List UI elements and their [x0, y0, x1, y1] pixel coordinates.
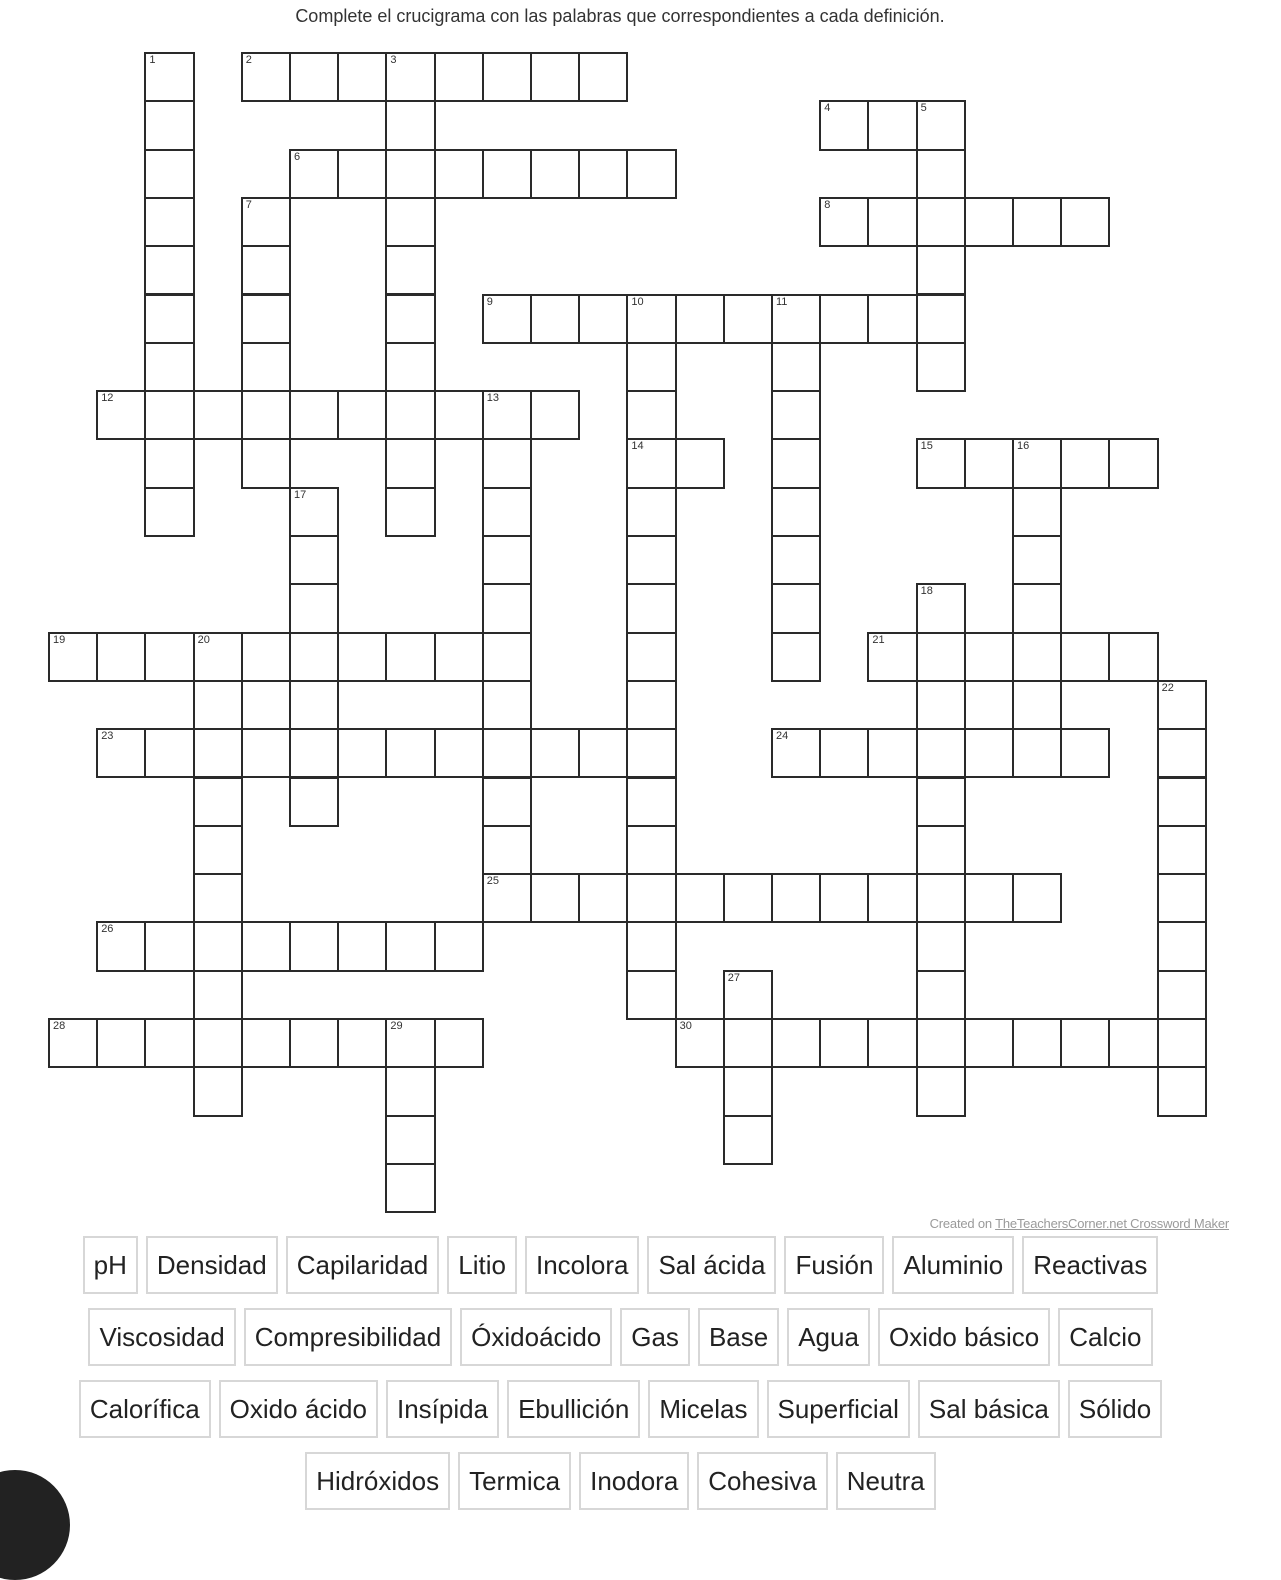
crossword-cell[interactable] [530, 873, 580, 923]
crossword-cell[interactable] [482, 583, 532, 633]
crossword-cell[interactable] [241, 921, 291, 971]
crossword-cell[interactable] [241, 390, 291, 440]
crossword-cell[interactable] [434, 390, 484, 440]
crossword-cell[interactable] [1012, 197, 1062, 247]
crossword-cell[interactable] [385, 921, 435, 971]
clue-number: 26 [101, 923, 114, 936]
crossword-cell[interactable] [434, 149, 484, 199]
crossword-cell[interactable] [675, 294, 725, 344]
word-bank-item[interactable]: Reactivas [1022, 1236, 1158, 1294]
clue-number: 25 [486, 875, 500, 888]
crossword-cell[interactable] [193, 680, 243, 730]
crossword-cell[interactable] [482, 294, 532, 344]
clue-number: 20 [197, 633, 210, 646]
word-bank-item[interactable]: pH [83, 1236, 138, 1294]
crossword-cell[interactable] [385, 632, 435, 682]
crossword-cell[interactable] [1012, 728, 1062, 778]
crossword-cell[interactable] [193, 777, 243, 827]
crossword-cell[interactable] [626, 632, 676, 682]
crossword-cell[interactable] [964, 632, 1014, 682]
crossword-cell[interactable] [964, 873, 1014, 923]
word-bank-item[interactable]: Litio [447, 1236, 517, 1294]
crossword-cell[interactable] [1157, 1066, 1207, 1116]
word-bank-item[interactable]: Calcio [1058, 1308, 1152, 1366]
clue-number: 19 [53, 633, 66, 646]
crossword-cell[interactable] [819, 1018, 869, 1068]
crossword-cell[interactable] [723, 1066, 773, 1116]
crossword-cell[interactable] [867, 100, 917, 150]
word-bank-item[interactable]: Insípida [386, 1380, 499, 1438]
crossword-cell[interactable] [578, 728, 628, 778]
crossword-cell[interactable] [916, 583, 966, 633]
crossword-cell[interactable] [771, 438, 821, 488]
crossword-cell[interactable] [578, 294, 628, 344]
word-bank [0, 1236, 1281, 1524]
clue-number: 13 [486, 392, 500, 405]
crossword-cell[interactable] [771, 342, 821, 392]
crossword-cell[interactable] [916, 342, 966, 392]
crossword-cell[interactable] [144, 390, 194, 440]
crossword-cell[interactable] [385, 100, 435, 150]
crossword-cell[interactable] [1157, 1018, 1207, 1068]
crossword-cell[interactable] [434, 1018, 484, 1068]
crossword-cell[interactable] [241, 294, 291, 344]
crossword-cell[interactable] [241, 632, 291, 682]
crossword-cell[interactable] [1012, 487, 1062, 537]
crossword-cell[interactable] [964, 438, 1014, 488]
crossword-cell[interactable] [723, 873, 773, 923]
crossword-cell[interactable] [144, 342, 194, 392]
clue-number: 21 [872, 633, 885, 646]
crossword-cell[interactable] [193, 921, 243, 971]
crossword-cell[interactable] [385, 1115, 435, 1165]
crossword-cell[interactable] [482, 825, 532, 875]
crossword-cell[interactable] [771, 728, 821, 778]
crossword-cell[interactable] [771, 390, 821, 440]
crossword-cell[interactable] [1060, 197, 1110, 247]
crossword-cell[interactable] [675, 873, 725, 923]
crossword-cell[interactable] [289, 921, 339, 971]
word-bank-item[interactable]: Termica [458, 1452, 571, 1510]
crossword-cell[interactable] [771, 535, 821, 585]
crossword-cell[interactable] [144, 921, 194, 971]
crossword-cell[interactable] [1012, 583, 1062, 633]
clue-number: 5 [920, 102, 927, 115]
crossword-cell[interactable] [193, 825, 243, 875]
crossword-cell[interactable] [916, 921, 966, 971]
clue-number: 1 [149, 54, 156, 66]
crossword-cell[interactable] [916, 825, 966, 875]
crossword-cell[interactable] [626, 535, 676, 585]
crossword-cell[interactable] [337, 728, 387, 778]
word-bank-item[interactable]: Oxido básico [878, 1308, 1050, 1366]
crossword-cell[interactable] [530, 390, 580, 440]
clue-number: 22 [1161, 681, 1174, 694]
clue-number: 10 [631, 295, 644, 308]
crossword-cell[interactable] [434, 921, 484, 971]
crossword-cell[interactable] [482, 632, 532, 682]
crossword-cell[interactable] [916, 149, 966, 199]
crossword-cell[interactable] [289, 390, 339, 440]
crossword-cell[interactable] [1060, 632, 1110, 682]
crossword-cell[interactable] [144, 294, 194, 344]
crossword-cell[interactable] [241, 197, 291, 247]
crossword-cell[interactable] [241, 1018, 291, 1068]
word-bank-item[interactable]: Densidad [146, 1236, 278, 1294]
crossword-cell[interactable] [337, 632, 387, 682]
crossword-cell[interactable] [193, 1066, 243, 1116]
crossword-cell[interactable] [289, 535, 339, 585]
crossword-cell[interactable] [193, 873, 243, 923]
clue-number: 23 [101, 730, 114, 743]
crossword-cell[interactable] [482, 438, 532, 488]
crossword-cell[interactable] [867, 197, 917, 247]
word-bank-item[interactable]: Micelas [648, 1380, 758, 1438]
word-bank-row [0, 1452, 1281, 1510]
crossword-cell[interactable] [385, 728, 435, 778]
crossword-cell[interactable] [144, 1018, 194, 1068]
crossword-cell[interactable] [916, 1018, 966, 1068]
credit-prefix: Created on [929, 1216, 996, 1231]
page-title: Complete el crucigrama con las palabras que correspondientes a cada definición. [295, 6, 945, 26]
crossword-cell[interactable] [385, 149, 435, 199]
crossword-cell[interactable] [144, 438, 194, 488]
crossword-cell[interactable] [482, 777, 532, 827]
word-bank-item[interactable]: Fusión [784, 1236, 884, 1294]
crossword-cell[interactable] [771, 1018, 821, 1068]
crossword-cell[interactable] [482, 873, 532, 923]
crossword-cell[interactable] [626, 825, 676, 875]
clue-number: 6 [294, 150, 301, 163]
clue-number: 8 [824, 198, 831, 211]
crossword-cell[interactable] [385, 487, 435, 537]
crossword-cell[interactable] [916, 197, 966, 247]
word-bank-item[interactable]: Hidróxidos [305, 1452, 450, 1510]
crossword-cell[interactable] [144, 245, 194, 295]
crossword-cell[interactable] [867, 294, 917, 344]
word-bank-item[interactable]: Capilaridad [286, 1236, 440, 1294]
crossword-cell[interactable] [1060, 438, 1110, 488]
crossword-cell[interactable] [96, 632, 146, 682]
word-bank-item[interactable]: Viscosidad [88, 1308, 235, 1366]
word-bank-item[interactable]: Cohesiva [697, 1452, 827, 1510]
crossword-cell[interactable] [193, 390, 243, 440]
clue-number: 15 [920, 440, 933, 453]
crossword-cell[interactable] [1108, 632, 1158, 682]
crossword-cell[interactable] [626, 149, 676, 199]
crossword-cell[interactable] [337, 390, 387, 440]
crossword-cell[interactable] [530, 149, 580, 199]
crossword-cell[interactable] [48, 1018, 98, 1068]
clue-number: 4 [824, 102, 831, 115]
crossword-cell[interactable] [144, 197, 194, 247]
crossword-cell[interactable] [1157, 970, 1207, 1020]
crossword-cell[interactable] [1157, 825, 1207, 875]
word-bank-item[interactable]: Óxidoácido [460, 1308, 612, 1366]
crossword-cell[interactable] [241, 245, 291, 295]
crossword-cell[interactable] [723, 970, 773, 1020]
crossword-cell[interactable] [241, 728, 291, 778]
crossword-cell[interactable] [289, 487, 339, 537]
crossword-cell[interactable] [916, 873, 966, 923]
crossword-cell[interactable] [144, 100, 194, 150]
crossword-cell[interactable] [723, 1018, 773, 1068]
crossword-cell[interactable] [626, 294, 676, 344]
crossword-cell[interactable] [916, 632, 966, 682]
crossword-cell[interactable] [241, 438, 291, 488]
crossword-cell[interactable] [626, 438, 676, 488]
clue-number: 3 [390, 54, 397, 66]
crossword-cell[interactable] [1157, 921, 1207, 971]
crossword-cell[interactable] [241, 342, 291, 392]
word-bank-item[interactable]: Sal básica [918, 1380, 1060, 1438]
crossword-cell[interactable] [771, 294, 821, 344]
crossword-cell[interactable] [626, 487, 676, 537]
crossword-cell[interactable] [482, 487, 532, 537]
crossword-cell[interactable] [434, 632, 484, 682]
word-bank-item[interactable]: Calorífica [79, 1380, 211, 1438]
crossword-cell[interactable] [193, 1018, 243, 1068]
clue-number: 14 [631, 440, 644, 453]
clue-number: 28 [53, 1020, 66, 1032]
crossword-cell[interactable] [289, 149, 339, 199]
crossword-cell[interactable] [144, 149, 194, 199]
crossword-cell[interactable] [626, 921, 676, 971]
word-bank-item[interactable]: Incolora [525, 1236, 640, 1294]
clue-number: 7 [245, 198, 252, 211]
word-bank-item[interactable]: Oxido ácido [219, 1380, 378, 1438]
crossword-cell[interactable] [482, 52, 532, 102]
crossword-cell[interactable] [771, 487, 821, 537]
crossword-cell[interactable] [819, 100, 869, 150]
crossword-cell[interactable] [96, 921, 146, 971]
crossword-cell[interactable] [289, 728, 339, 778]
crossword-cell[interactable] [626, 728, 676, 778]
crossword-cell[interactable] [819, 873, 869, 923]
crossword-cell[interactable] [385, 390, 435, 440]
clue-number: 16 [1017, 440, 1030, 453]
crossword-cell[interactable] [675, 1018, 725, 1068]
crossword-cell[interactable] [916, 680, 966, 730]
crossword-cell[interactable] [96, 1018, 146, 1068]
crossword-cell[interactable] [626, 390, 676, 440]
crossword-cell[interactable] [434, 728, 484, 778]
crossword-cell[interactable] [916, 728, 966, 778]
crossword-cell[interactable] [48, 632, 98, 682]
crossword-cell[interactable] [482, 390, 532, 440]
word-bank-item[interactable]: Ebullición [507, 1380, 640, 1438]
credit-link[interactable]: TheTeachersCorner.net Crossword Maker [995, 1216, 1229, 1231]
crossword-cell[interactable] [1012, 873, 1062, 923]
clue-number: 27 [727, 971, 741, 984]
crossword-cell[interactable] [482, 728, 532, 778]
crossword-cell[interactable] [193, 632, 243, 682]
crossword-cell[interactable] [289, 777, 339, 827]
crossword-cell[interactable] [1060, 1018, 1110, 1068]
crossword-cell[interactable] [530, 728, 580, 778]
crossword-cell[interactable] [964, 728, 1014, 778]
crossword-cell[interactable] [337, 149, 387, 199]
crossword-cell[interactable] [289, 680, 339, 730]
crossword-cell[interactable] [626, 680, 676, 730]
crossword-cell[interactable] [385, 1066, 435, 1116]
crossword-cell[interactable] [626, 777, 676, 827]
clue-number: 11 [776, 295, 788, 308]
crossword-cell[interactable] [916, 777, 966, 827]
crossword-cell[interactable] [482, 149, 532, 199]
crossword-cell[interactable] [530, 52, 580, 102]
crossword-cell[interactable] [289, 632, 339, 682]
crossword-cell[interactable] [193, 728, 243, 778]
crossword-cell[interactable] [578, 149, 628, 199]
crossword-cell[interactable] [578, 873, 628, 923]
crossword-cell[interactable] [385, 1163, 435, 1213]
crossword-cell[interactable] [916, 438, 966, 488]
crossword-cell[interactable] [1157, 777, 1207, 827]
crossword-cell[interactable] [964, 1018, 1014, 1068]
crossword-cell[interactable] [337, 52, 387, 102]
crossword-cell[interactable] [819, 197, 869, 247]
crossword-cell[interactable] [723, 1115, 773, 1165]
crossword-cell[interactable] [1060, 728, 1110, 778]
crossword-cell[interactable] [289, 583, 339, 633]
crossword-cell[interactable] [916, 970, 966, 1020]
crossword-cell[interactable] [241, 52, 291, 102]
crossword-cell[interactable] [337, 921, 387, 971]
clue-number: 2 [245, 54, 252, 66]
word-bank-row [0, 1380, 1281, 1438]
word-bank-item[interactable]: Inodora [579, 1452, 689, 1510]
crossword-cell[interactable] [1157, 728, 1207, 778]
crossword-cell[interactable] [96, 390, 146, 440]
crossword-cell[interactable] [867, 1018, 917, 1068]
crossword-cell[interactable] [144, 487, 194, 537]
crossword-cell[interactable] [819, 294, 869, 344]
word-bank-row [0, 1236, 1281, 1294]
crossword-cell[interactable] [626, 583, 676, 633]
crossword-cell[interactable] [482, 680, 532, 730]
crossword-cell[interactable] [1012, 680, 1062, 730]
word-bank-item[interactable]: Neutra [836, 1452, 936, 1510]
crossword-cell[interactable] [289, 52, 339, 102]
clue-number: 29 [390, 1020, 403, 1032]
crossword-cell[interactable] [144, 632, 194, 682]
crossword-cell[interactable] [385, 294, 435, 344]
word-bank-item[interactable]: Gas [620, 1308, 690, 1366]
crossword-cell[interactable] [1012, 535, 1062, 585]
clue-number: 24 [776, 730, 789, 743]
crossword-cell[interactable] [385, 342, 435, 392]
crossword-cell[interactable] [1012, 1018, 1062, 1068]
clue-number: 18 [920, 585, 933, 598]
crossword-cell[interactable] [144, 52, 194, 102]
word-bank-item[interactable]: Sal ácida [647, 1236, 776, 1294]
word-bank-item[interactable]: Superficial [767, 1380, 910, 1438]
crossword-cell[interactable] [385, 245, 435, 295]
crossword-cell[interactable] [771, 632, 821, 682]
crossword-cell[interactable] [916, 294, 966, 344]
crossword-cell[interactable] [337, 1018, 387, 1068]
crossword-cell[interactable] [385, 1018, 435, 1068]
crossword-cell[interactable] [193, 970, 243, 1020]
crossword-cell[interactable] [434, 52, 484, 102]
clue-number: 17 [294, 488, 307, 501]
word-bank-item[interactable]: Sólido [1068, 1380, 1162, 1438]
word-bank-item[interactable]: Aluminio [892, 1236, 1014, 1294]
crossword-cell[interactable] [867, 728, 917, 778]
crossword-cell[interactable] [771, 873, 821, 923]
crossword-cell[interactable] [964, 197, 1014, 247]
crossword-cell[interactable] [867, 873, 917, 923]
clue-number: 9 [486, 295, 493, 308]
clue-number: 30 [679, 1020, 692, 1032]
crossword-cell[interactable] [675, 438, 725, 488]
crossword-cell[interactable] [385, 438, 435, 488]
crossword-cell[interactable] [482, 535, 532, 585]
crossword-cell[interactable] [819, 728, 869, 778]
crossword-cell[interactable] [530, 294, 580, 344]
credit-note [930, 1216, 1229, 1231]
crossword-cell[interactable] [626, 873, 676, 923]
crossword-cell[interactable] [1108, 438, 1158, 488]
crossword-cell[interactable] [916, 100, 966, 150]
word-bank-row [0, 1308, 1281, 1366]
crossword-cell[interactable] [1157, 680, 1207, 730]
word-bank-item[interactable]: Agua [787, 1308, 870, 1366]
crossword-cell[interactable] [1012, 632, 1062, 682]
crossword-cell[interactable] [385, 197, 435, 247]
crossword-cell[interactable] [96, 728, 146, 778]
crossword-cell[interactable] [1012, 438, 1062, 488]
crossword-cell[interactable] [1157, 873, 1207, 923]
crossword-cell[interactable] [385, 52, 435, 102]
crossword-cell[interactable] [1108, 1018, 1158, 1068]
crossword-cell[interactable] [626, 970, 676, 1020]
crossword-cell[interactable] [916, 245, 966, 295]
crossword-cell[interactable] [578, 52, 628, 102]
clue-number: 12 [101, 392, 114, 405]
crossword-cell[interactable] [626, 342, 676, 392]
crossword-cell[interactable] [289, 1018, 339, 1068]
crossword-cell[interactable] [723, 294, 773, 344]
word-bank-item[interactable]: Base [698, 1308, 779, 1366]
crossword-cell[interactable] [867, 632, 917, 682]
word-bank-item[interactable]: Compresibilidad [244, 1308, 452, 1366]
crossword-cell[interactable] [916, 1066, 966, 1116]
crossword-cell[interactable] [771, 583, 821, 633]
crossword-cell[interactable] [144, 728, 194, 778]
